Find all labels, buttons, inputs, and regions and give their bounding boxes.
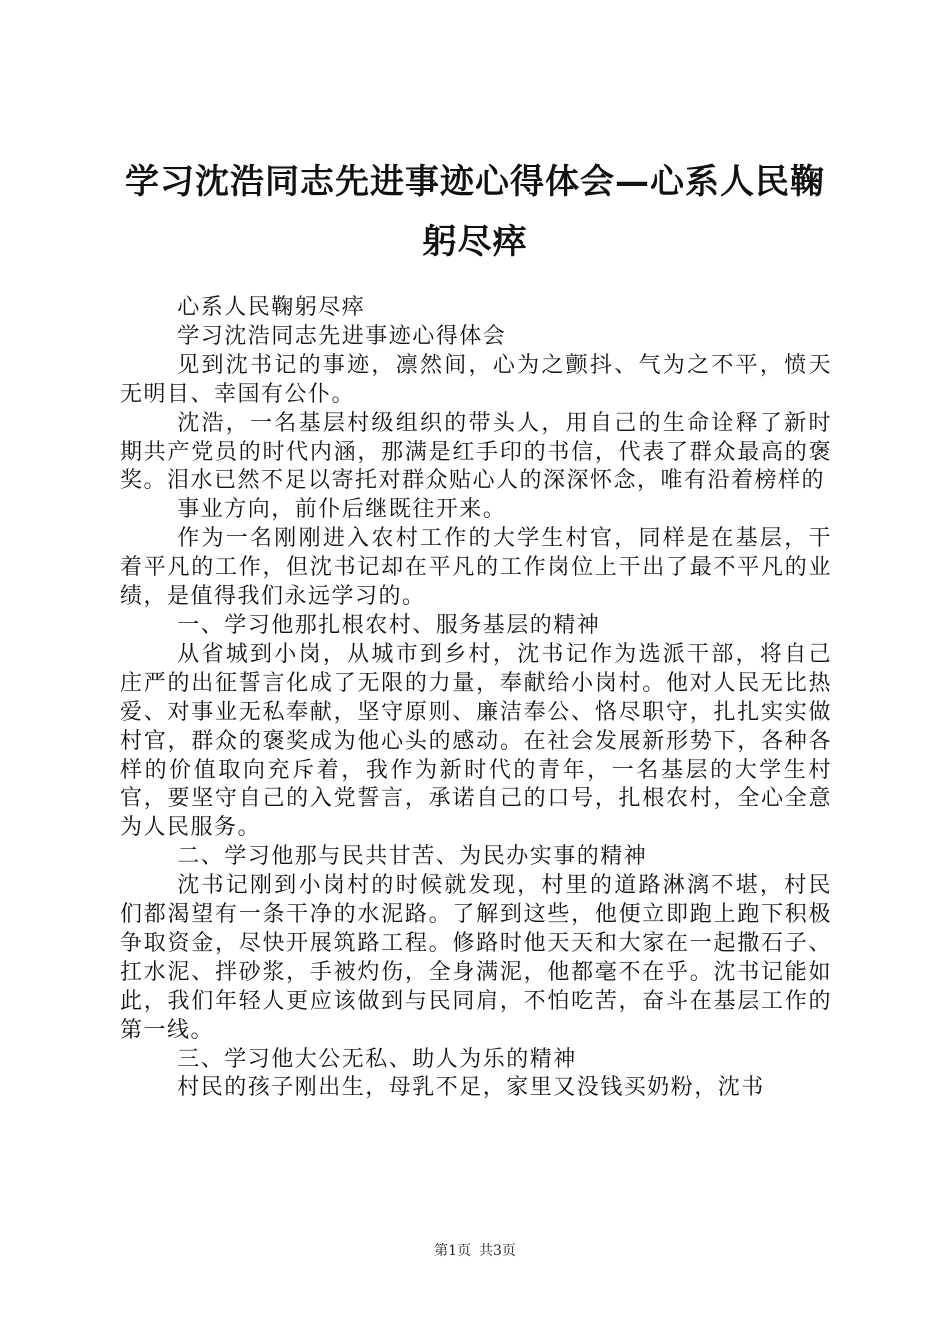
paragraph: 从省城到小岗，从城市到乡村，沈书记作为选派干部，将自己庄严的出征誓言化成了无限的力量，奉献给小岗村。他对人民无比热爱、对事业无私奉献，坚守原则、廉洁奉公、恪尽职守，扎扎实实做村官，群众的褒奖成为他心头的感动。在社会发展新形势下，各种各样的价值取向充斥着，我作为新时代的青年，一名基层的大学生村官，要坚守自己的入党誓言，承诺自己的口号，扎根农村，全心全意为人民服务。 xyxy=(120,641,832,841)
page-footer xyxy=(0,1242,950,1260)
section-heading: 一、学习他那扎根农村、服务基层的精神 xyxy=(177,612,601,638)
paragraph: 见到沈书记的事迹，凛然间，心为之颤抖、气为之不平，愤天无明目、幸国有公仆。 xyxy=(120,352,832,407)
paragraph: 心系人民鞠躬尽瘁 xyxy=(177,295,366,320)
document-title-line-1: 学习沈浩同志先进事迹心得体会—心系人民鞠 xyxy=(125,162,825,202)
page-number: 第1页 xyxy=(434,1243,471,1259)
paragraph: 作为一名刚刚进入农村工作的大学生村官，同样是在基层，干着平凡的工作，但沈书记却在平凡的工作岗位上干出了最不平凡的业绩，是值得我们永远学习的。 xyxy=(120,526,832,610)
document-body xyxy=(120,294,832,1103)
section-heading: 二、学习他那与民共甘苦、为民办实事的精神 xyxy=(177,844,648,870)
document-title-line-2: 躬尽瘁 xyxy=(422,222,528,262)
section-heading: 三、学习他大公无私、助人为乐的精神 xyxy=(177,1046,577,1072)
paragraph: 事业方向，前仆后继既往开来。 xyxy=(177,497,507,523)
paragraph: 村民的孩子刚出生，母乳不足，家里又没钱买奶粉，沈书 xyxy=(177,1075,765,1101)
paragraph: 沈书记刚到小岗村的时候就发现，村里的道路淋漓不堪，村民们都渴望有一条干净的水泥路。了解到这些，他便立即跑上跑下积极争取资金，尽快开展筑路工程。修路时他天天和大家在一起撒石子、扛水泥、拌砂浆，手被灼伤，全身满泥，他都毫不在乎。沈书记能如此，我们年轻人更应该做到与民同肩，不怕吃苦，奋斗在基层工作的第一线。 xyxy=(120,873,832,1043)
page-total: 共3页 xyxy=(479,1243,516,1259)
paragraph: 沈浩，一名基层村级组织的带头人，用自己的生命诠释了新时期共产党员的时代内涵，那满是红手印的书信，代表了群众最高的褒奖。泪水已然不足以寄托对群众贴心人的深深怀念，唯有沿着榜样的 xyxy=(120,410,832,494)
paragraph: 学习沈浩同志先进事迹心得体会 xyxy=(177,323,507,349)
